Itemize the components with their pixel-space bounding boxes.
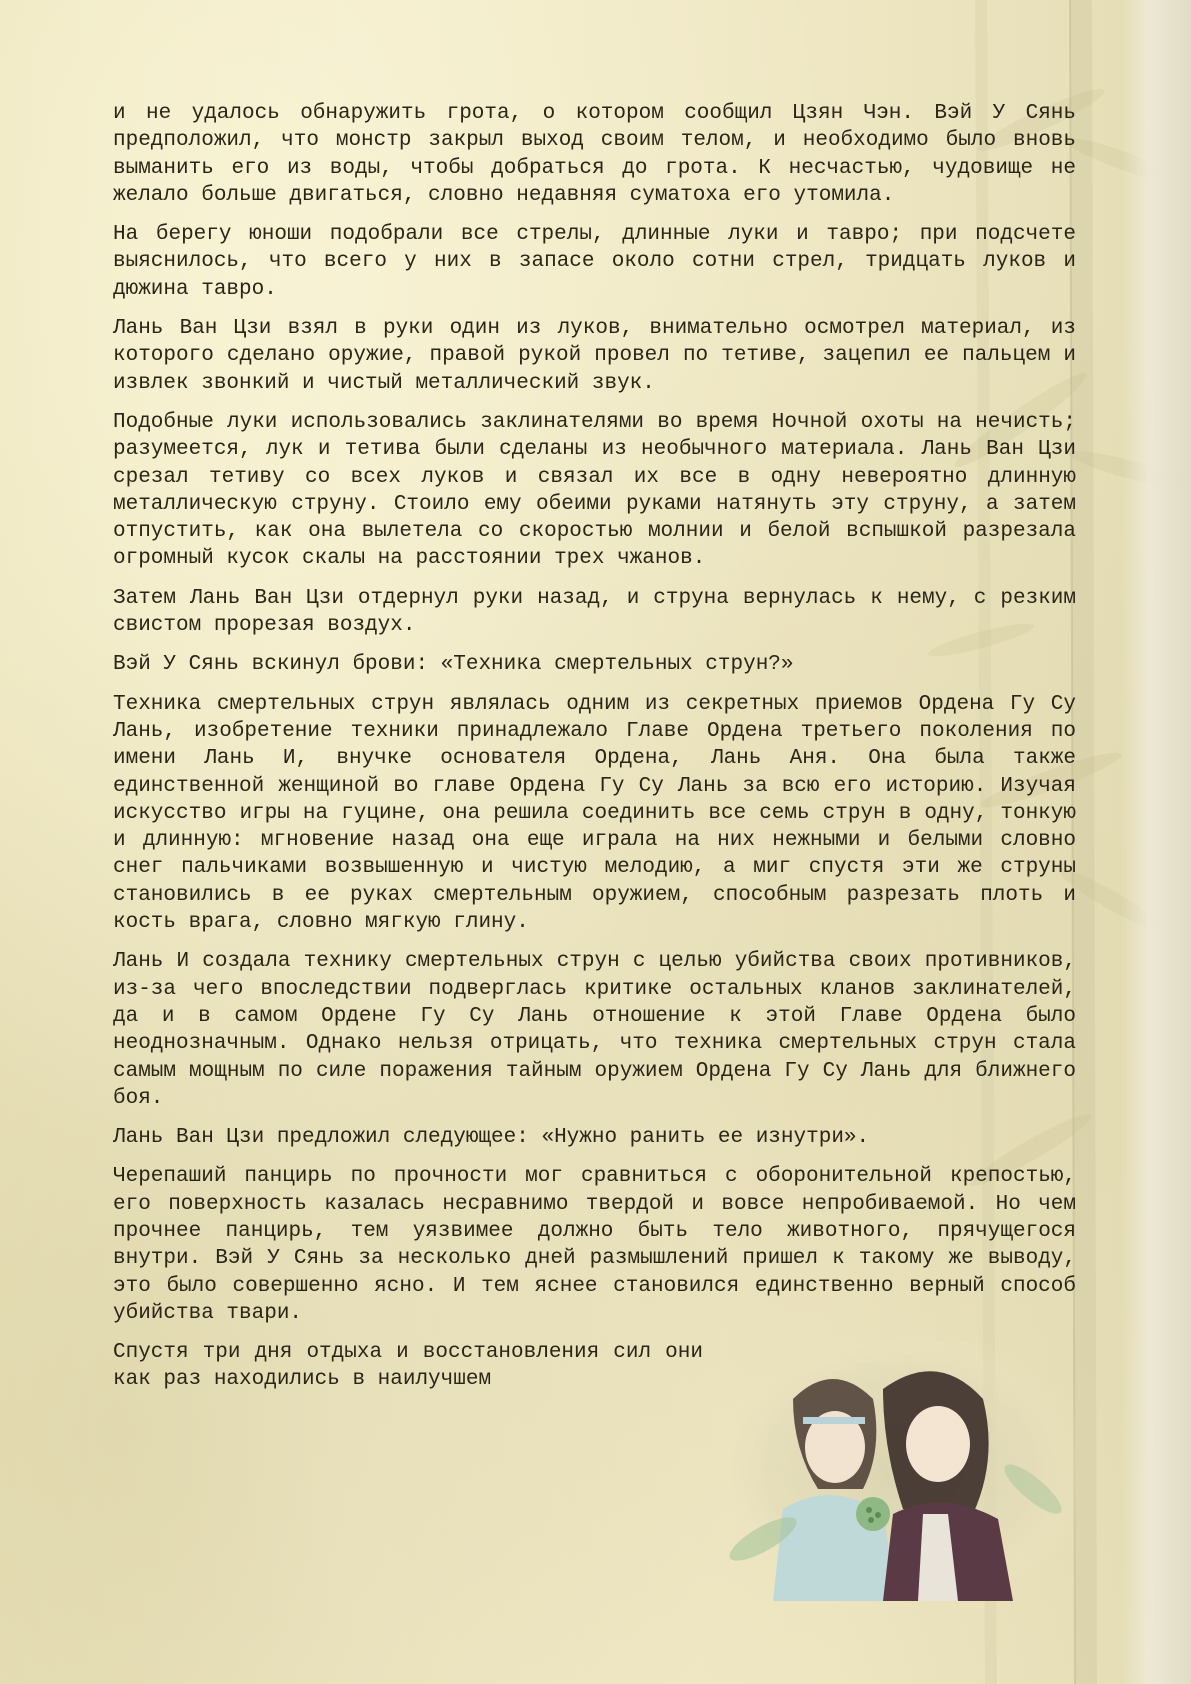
- page-edge-shadow: [1121, 0, 1191, 1684]
- paragraph: На берегу юноши подобрали все стрелы, длинные луки и тавро; при подсчете выяснилось, что всего у них в запасе около сотни стрел, тридцать луков и дюжина тавро.: [113, 223, 1076, 301]
- paragraph: Техника смертельных струн являлась одним из секретных приемов Ордена Гу Су Лань, изобретение техники принадлежало Главе Ордена третьего поколения по имени Лань И, внучке основателя Ордена, Лань Аня. Она была также единственной женщиной во главе Ордена Гу Су Лань за всю его историю. Изучая искусство игры на гуцине, она решила соединить все семь струн в одну, тонкую и длинную: мгновение назад она еще играла на них нежными и белыми словно снег пальчиками возвышенную и чистую мелодию, а миг спустя эти же струны становились в ее руках смертельным оружием, способным разрезать плоть и кость врага, словно мягкую глину.: [113, 692, 1076, 935]
- paragraph: Спустя три дня отдыха и восстановления сил они как раз находились в наилучшем: [113, 1341, 703, 1392]
- paragraph: Вэй У Сянь вскинул брови: «Техника смертельных струн?»: [113, 653, 794, 677]
- character-illustration: [723, 1339, 1076, 1601]
- main-text: [113, 100, 1076, 1601]
- paragraph-text: Черепаший панцирь по прочности мог сравниться с оборонительной крепостью, его поверхность казалась несравнимо твердой и вовсе непробиваемой. Но чем прочнее панцирь, тем уязвимее должно быть тело животного, прячущегося внутри. Вэй У Сянь за несколько дней размышлений пришел к такому же выводу, это было совершенно ясно. И тем яснее становился единственно верный способ убийства твари.: [113, 1165, 1076, 1325]
- paragraph: Подобные луки использовались заклинателями во время Ночной охоты на нечисть; разумеется, лук и тетива были сделаны из необычного материала. Лань Ван Цзи срезал тетиву со всех луков и связал их все в одну невероятно длинную металлическую струну. Стоило ему обеими руками натянуть эту струну, а затем отпустить, как она вылетела со скоростью молнии и белой вспышкой разрезала огромный кусок скалы на расстоянии трех чжанов.: [113, 410, 1076, 571]
- paragraph: и не удалось обнаружить грота, о котором сообщил Цзян Чэн. Вэй У Сянь предположил, что монстр закрыл выход своим телом, и необходимо было вновь выманить его из воды, чтобы добраться до грота. К несчастью, чудовище не желало больше двигаться, словно недавняя суматоха его утомила.: [113, 102, 1076, 207]
- paragraph: Лань Ван Цзи взял в руки один из луков, внимательно осмотрел материал, из которого сделано оружие, правой рукой провел по тетиве, зацепил ее пальцем и извлек звонкий и чистый металлический звук.: [113, 317, 1076, 395]
- paragraph: Затем Лань Ван Цзи отдернул руки назад, и струна вернулась к нему, с резким свистом прорезая воздух.: [113, 586, 1076, 638]
- paragraph: [113, 1163, 1076, 1327]
- paragraph: Лань И создала технику смертельных струн с целью убийства своих противников, из-за чего впоследствии подверглась критике остальных кланов заклинателей, да и в самом Ордене Гу Су Лань отношение к этой Главе Ордена было неоднозначным. Однако нельзя отрицать, что техника смертельных струн стала самым мощным по силе поражения тайным оружием Ордена Гу Су Лань для ближнего боя.: [113, 950, 1076, 1110]
- paragraph: Лань Ван Цзи предложил следующее: «Нужно ранить ее изнутри».: [113, 1126, 870, 1150]
